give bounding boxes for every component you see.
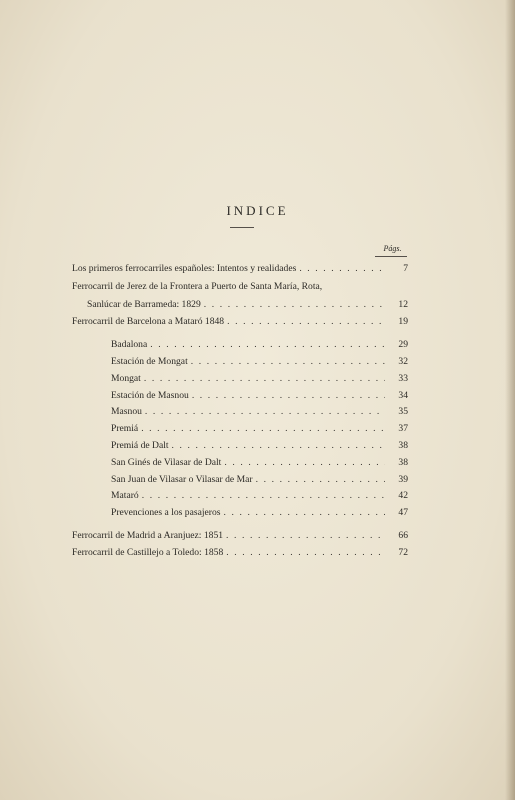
toc-leader-dots — [226, 547, 385, 559]
toc-leader-dots — [224, 507, 386, 519]
toc-entry-page: 32 — [398, 356, 408, 367]
page-edge-shadow — [505, 0, 515, 800]
toc-leader-dots — [192, 390, 385, 402]
toc-entry-title: Estación de Masnou — [111, 390, 189, 401]
toc-entry-page: 38 — [398, 457, 408, 468]
toc-subentry — [111, 474, 408, 486]
toc-entry-title: Ferrocarril de Castillejo a Toledo: 1858 — [72, 547, 224, 558]
toc-subentry — [111, 490, 408, 502]
toc-entry-page: 29 — [398, 339, 408, 350]
toc-entry-page: 38 — [398, 440, 408, 451]
toc-entry-title: Premiá de Dalt — [111, 440, 169, 451]
toc-leader-dots — [204, 299, 385, 311]
toc-entry-title: Badalona — [111, 339, 148, 350]
toc-entry-title: Masnou — [111, 406, 142, 417]
toc-entry-page: 7 — [403, 263, 408, 274]
toc-leader-dots — [172, 440, 385, 452]
toc-entry-page: 42 — [398, 490, 408, 501]
toc-subentry — [111, 373, 408, 385]
toc-subentry — [111, 356, 408, 368]
toc-entry-page: 66 — [398, 530, 408, 541]
toc-subentry — [111, 339, 408, 351]
toc-subentry — [111, 406, 408, 418]
toc-entry — [72, 263, 408, 275]
title-underline — [230, 227, 254, 228]
toc-entry-title: Mongat — [111, 373, 141, 384]
pages-column-header: Págs. — [383, 244, 402, 253]
toc-entry-title: Premiá — [111, 423, 139, 434]
toc-subentry — [111, 423, 408, 435]
toc-entry — [87, 299, 408, 311]
toc-entry-title: Sanlúcar de Barrameda: 1829 — [87, 299, 201, 310]
toc-entry-page: 34 — [398, 390, 408, 401]
toc-entry-line1: Ferrocarril de Jerez de la Frontera a Puerto de Santa María, Rota, — [72, 281, 323, 292]
toc-leader-dots — [142, 490, 385, 502]
toc-leader-dots — [141, 423, 385, 435]
toc-entry-title: Mataró — [111, 490, 139, 501]
toc-subentry — [111, 457, 408, 469]
toc-leader-dots — [145, 406, 385, 418]
toc-entry-page: 33 — [398, 373, 408, 384]
toc-entry-page: 47 — [398, 507, 408, 518]
toc-entry-title: Ferrocarril de Madrid a Aranjuez: 1851 — [72, 530, 224, 541]
toc-subentry — [111, 507, 408, 519]
toc-entry — [72, 530, 408, 542]
toc-leader-dots — [227, 316, 385, 328]
index-title: INDICE — [226, 203, 289, 218]
toc-entry-page: 39 — [398, 474, 408, 485]
toc-leader-dots — [191, 356, 385, 368]
toc-leader-dots — [256, 474, 385, 486]
toc-leader-dots — [150, 339, 385, 351]
toc-entry-title: Ferrocarril de Barcelona a Mataró 1848 — [72, 316, 225, 327]
toc-entry-title: San Juan de Vilasar o Vilasar de Mar — [111, 474, 253, 485]
toc-leader-dots — [299, 263, 385, 275]
toc-subentry — [111, 390, 408, 402]
pages-header-underline — [375, 256, 407, 257]
toc-entry-title: San Ginés de Vilasar de Dalt — [111, 457, 222, 468]
toc-leader-dots — [224, 457, 385, 469]
toc-entry — [72, 316, 408, 328]
toc-leader-dots — [144, 373, 385, 385]
toc-leader-dots — [226, 530, 385, 542]
toc-entry-page: 19 — [398, 316, 408, 327]
toc-entry-title: Estación de Mongat — [111, 356, 188, 367]
toc-entry-title: Prevenciones a los pasajeros — [111, 507, 221, 518]
toc-entry — [72, 547, 408, 559]
toc-entry-page: 12 — [398, 299, 408, 310]
toc-entry-page: 35 — [398, 406, 408, 417]
toc-entry-page: 72 — [398, 547, 408, 558]
toc-entry-title: Los primeros ferrocarriles españoles: Intentos y realidades — [72, 263, 297, 274]
toc-subentry — [111, 440, 408, 452]
toc-entry-page: 37 — [398, 423, 408, 434]
